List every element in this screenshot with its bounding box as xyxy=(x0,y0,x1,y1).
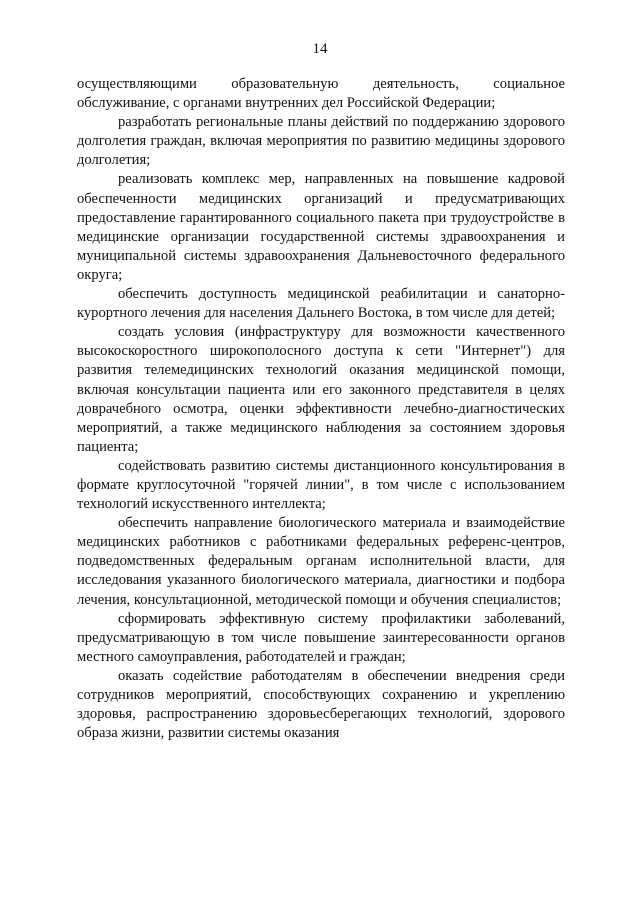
paragraph: реализовать комплекс мер, направленных на повышение кадровой обеспеченности медицинских организаций и предусматривающих предоставление гарантированного социального пакета при трудоустройстве в медицинские организации государственной системы здравоохранения и муниципальной системы здравоохранения Дальневосточного федерального округа; xyxy=(77,171,565,283)
paragraph: оказать содействие работодателям в обеспечении внедрения среди сотрудников мероприятий, способствующих сохранению и укреплению здоровья, распространению здоровьесберегающих технологий, здорового образа жизни, развитии системы оказания xyxy=(77,667,565,742)
page-number: 14 xyxy=(312,41,328,57)
paragraph: обеспечить доступность медицинской реабилитации и санаторно-курортного лечения для населения Дальнего Востока, в том числе для детей; xyxy=(77,286,565,322)
paragraph: содействовать развитию системы дистанционного консультирования в формате круглосуточной "горячей линии", в том числе с использованием технологий искусственного интеллекта; xyxy=(77,457,565,513)
paragraph: создать условия (инфраструктуру для возможности качественного высокоскоростного широкополосного доступа к сети "Интернет") для развития телемедицинских технологий оказания медицинской помощи, включая консультации пациента или его законного представителя в целях доврачебного осмотра, оценки эффективности лечебно-диагностических мероприятий, а также медицинского наблюдения за состоянием здоровья пациента; xyxy=(77,324,565,455)
paragraph: сформировать эффективную систему профилактики заболеваний, предусматривающую в том числе повышение заинтересованности органов местного самоуправления, работодателей и граждан; xyxy=(77,610,565,665)
document-body xyxy=(77,75,565,743)
paragraph: осуществляющими образовательную деятельность, социальное обслуживание, с органами внутренних дел Российской Федерации; xyxy=(77,76,565,112)
paragraph: обеспечить направление биологического материала и взаимодействие медицинских работников с работниками федеральных референс-центров, подведомственных федеральным органам исполнительной власти, для исследования указанного биологического материала, диагностики и подбора лечения, консультационной, методической помощи и обучения специалистов; xyxy=(77,515,565,608)
paragraph: разработать региональные планы действий по поддержанию здорового долголетия граждан, включая мероприятия по развитию медицины здорового долголетия; xyxy=(77,114,565,169)
